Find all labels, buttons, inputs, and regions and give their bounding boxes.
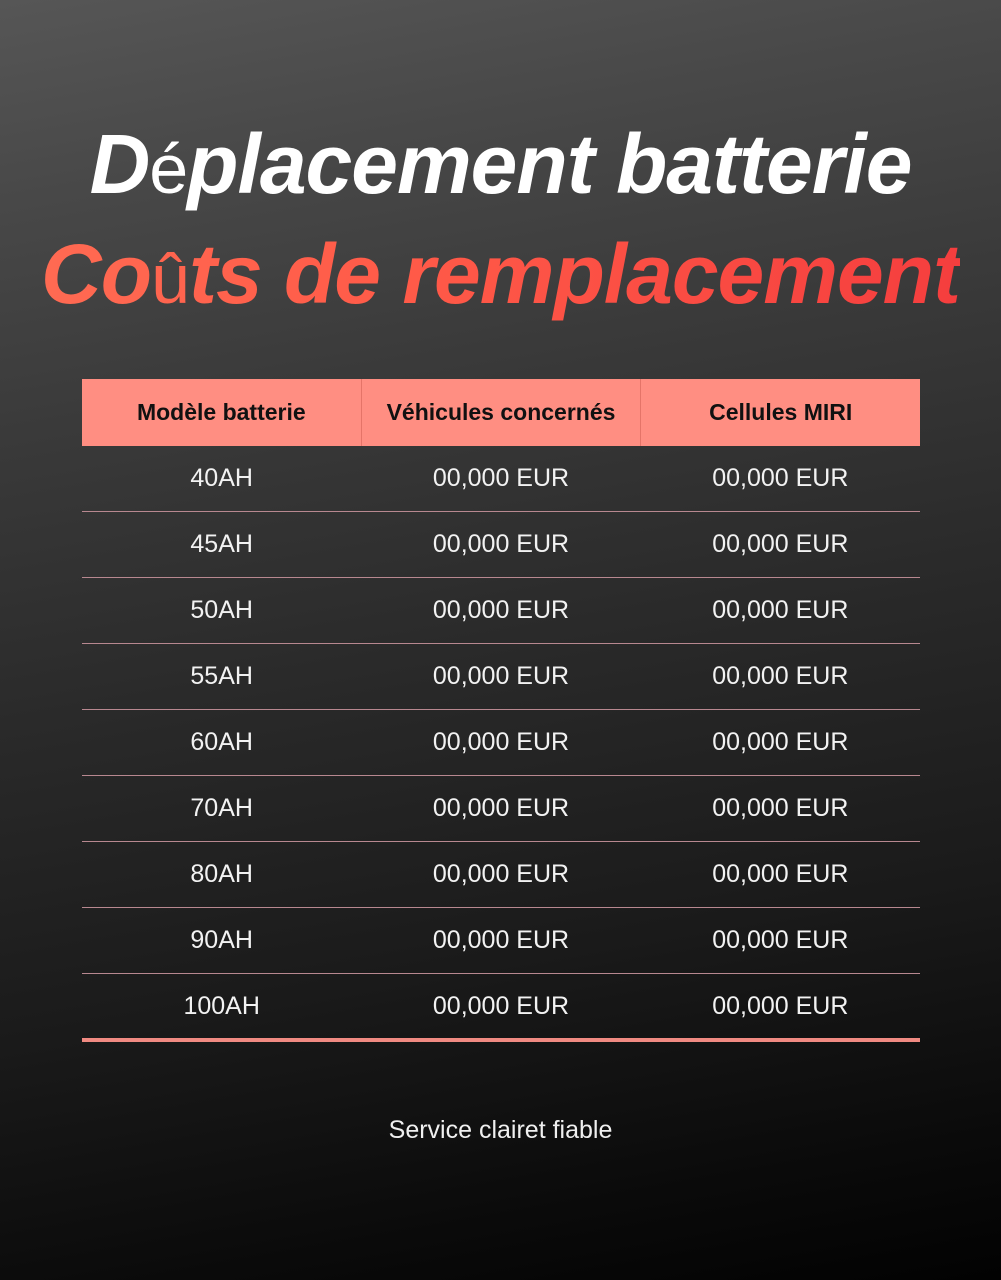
price-table xyxy=(82,379,920,1042)
cell-battery-model: 50AH xyxy=(190,596,253,624)
title-line-2 xyxy=(0,227,1001,321)
cell-battery-model: 100AH xyxy=(183,991,260,1020)
cell-miri-price: 00,000 EUR xyxy=(712,926,849,954)
cell-battery-model: 80AH xyxy=(190,860,253,888)
table-row xyxy=(82,644,920,710)
cell-battery-model: 60AH xyxy=(190,728,253,756)
cell-vehicles-price: 00,000 EUR xyxy=(432,926,570,954)
cell-miri-price: 00,000 EUR xyxy=(712,530,849,558)
cell-vehicles-price: 00,000 EUR xyxy=(432,860,570,888)
cell-miri-price: 00,000 EUR xyxy=(712,860,849,888)
table-row xyxy=(82,776,920,842)
title-1-accent: é xyxy=(149,130,188,208)
cell-vehicles-price: 00,000 EUR xyxy=(432,728,570,756)
title-2-accent: û xyxy=(151,240,189,318)
table-header xyxy=(82,379,920,446)
title-1-part-b: placement batterie xyxy=(187,117,912,211)
cell-battery-model: 40AH xyxy=(190,464,253,492)
cell-battery-model: 55AH xyxy=(190,662,253,690)
cell-battery-model: 45AH xyxy=(190,530,253,558)
header-vehicles: Véhicules concernés xyxy=(362,379,642,446)
footer-tagline: Service clairet fiable xyxy=(388,1116,613,1144)
table-row xyxy=(82,446,920,512)
header-battery-model: Modèle batterie xyxy=(82,379,362,446)
cell-miri-price: 00,000 EUR xyxy=(712,794,849,822)
title-line-1 xyxy=(0,117,1001,211)
table-row xyxy=(82,578,920,644)
cell-miri-price: 00,000 EUR xyxy=(712,991,849,1020)
cell-miri-price: 00,000 EUR xyxy=(712,728,849,756)
header-miri-cells: Cellules MIRI xyxy=(709,399,853,425)
cell-miri-price: 00,000 EUR xyxy=(712,662,849,690)
cell-battery-model: 90AH xyxy=(190,926,253,954)
table-row xyxy=(82,974,920,1042)
table-row xyxy=(82,710,920,776)
cell-miri-price: 00,000 EUR xyxy=(712,464,849,492)
table-row xyxy=(82,908,920,974)
cell-vehicles-price: 00,000 EUR xyxy=(432,794,570,822)
table-row xyxy=(82,842,920,908)
table-row xyxy=(82,512,920,578)
cell-vehicles-price: 00,000 EUR xyxy=(432,530,570,558)
cell-vehicles-price: 00,000 EUR xyxy=(432,464,570,492)
title-2-part-a: Co xyxy=(41,227,152,321)
title-1-part-a: D xyxy=(89,117,150,211)
title-2-part-b: ts de remplacement xyxy=(188,227,960,321)
cell-vehicles-price: 00,000 EUR xyxy=(432,991,570,1020)
cell-vehicles-price: 00,000 EUR xyxy=(432,662,570,690)
cell-miri-price: 00,000 EUR xyxy=(712,596,849,624)
table-body xyxy=(82,446,920,1042)
cell-battery-model: 70AH xyxy=(190,794,253,822)
cell-vehicles-price: 00,000 EUR xyxy=(432,596,570,624)
